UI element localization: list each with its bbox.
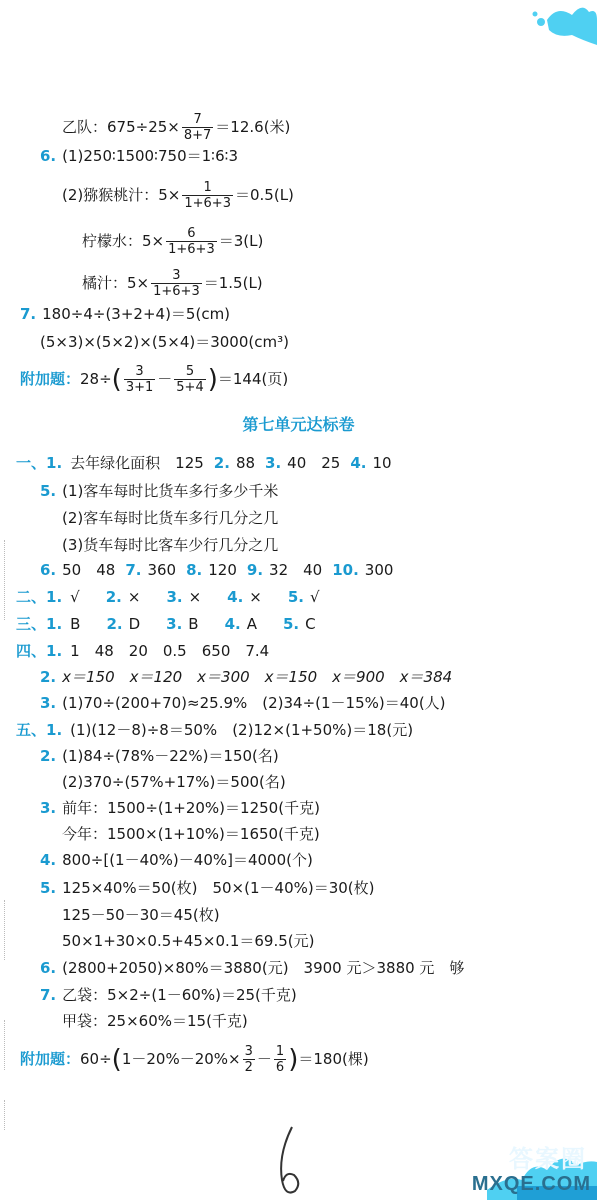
answer-line: 50×1+30×0.5+45×0.1＝69.5(元) xyxy=(62,932,315,950)
bonus-answer: 附加题：28÷( $\frac{3}{3+1}$ － $\frac{5}{5+4}$ )＝144(页) xyxy=(20,364,289,395)
watermark-text: MXQE.COM xyxy=(471,1173,591,1195)
fraction: $\frac{3}{3+1}$ xyxy=(125,364,154,395)
answer-line: 二、1. √ 2. × 3. × 4. × 5. √ xyxy=(16,588,320,606)
answer-line: 7. 乙袋：5×2÷(1－60%)＝25(千克) xyxy=(40,986,297,1004)
answer-line: 一、1. 去年绿化面积 125 2. 88 3. 40 25 4. 10 xyxy=(16,454,392,472)
margin-mark xyxy=(4,900,6,960)
answer-line: 6. 50 48 7. 360 8. 120 9. 32 40 10. 300 xyxy=(40,561,394,579)
answer-line: (5×3)×(5×2)×(5×4)＝3000(cm³) xyxy=(40,333,289,351)
answer-line: 6. (1)250∶1500∶750＝1∶6∶3 xyxy=(40,147,239,165)
answer-line: 5. (1)客车每时比货车多行多少千米 xyxy=(40,482,279,500)
answer-line: 橘汁：5× $\frac{3}{1+6+3}$ ＝1.5(L) xyxy=(82,268,263,299)
answer-line: (2)370÷(57%+17%)＝500(名) xyxy=(62,773,286,791)
answer-line: 6. (2800+2050)×80%＝3880(元) 3900 元＞3880 元 够 xyxy=(40,959,465,977)
answer-line: 2. (1)84÷(78%－22%)＝150(名) xyxy=(40,747,279,765)
bonus-answer: 附加题：60÷(1－20%－20%× $\frac{3}{2}$ － $\frac{1}{6}$ )＝180(棵) xyxy=(20,1044,369,1075)
margin-mark xyxy=(4,540,6,620)
answer-line: 三、1. B 2. D 3. B 4. A 5. C xyxy=(16,615,316,633)
answer-line: 5. 125×40%＝50(枚) 50×(1－40%)＝30(枚) xyxy=(40,879,375,897)
fraction: $\frac{3}{1+6+3}$ xyxy=(153,268,200,299)
section-title: 第七单元达标卷 xyxy=(242,415,355,434)
margin-mark xyxy=(4,1020,6,1070)
answer-line: 柠檬水：5× $\frac{6}{1+6+3}$ ＝3(L) xyxy=(82,226,264,257)
answer-line: (2)猕猴桃汁：5× $\frac{1}{1+6+3}$ ＝0.5(L) xyxy=(62,180,294,211)
answer-line: 五、1. (1)(12－8)÷8＝50% (2)12×(1+50%)＝18(元) xyxy=(16,721,414,739)
answer-line: 今年：1500×(1+10%)＝1650(千克) xyxy=(62,825,320,843)
answer-line: 3. (1)70÷(200+70)≈25.9% (2)34÷(1－15%)＝40(人) xyxy=(40,694,446,712)
fraction: $\frac{6}{1+6+3}$ xyxy=(168,226,215,257)
margin-mark xyxy=(4,1100,6,1130)
fraction: $\frac{7}{8+7}$ xyxy=(183,112,212,143)
watermark-logo: 答案圈 xyxy=(509,1145,587,1173)
answer-line: (3)货车每时比客车少行几分之几 xyxy=(62,536,279,554)
answer-line: 2. x＝150 x＝120 x＝300 x＝150 x＝900 x＝384 xyxy=(40,668,453,686)
fraction: $\frac{5}{5+4}$ xyxy=(176,364,204,395)
answer-line: 乙队：675÷25× $\frac{7}{8+7}$ ＝12.6(米) xyxy=(62,112,291,143)
handwritten-mark-icon xyxy=(270,1125,310,1200)
fraction: $\frac{1}{1+6+3}$ xyxy=(184,180,231,211)
answer-line: 4. 800÷[(1－40%)－40%]＝4000(个) xyxy=(40,851,313,869)
answer-line: 四、1. 1 48 20 0.5 650 7.4 xyxy=(16,642,270,660)
answer-line: 7. 180÷4÷(3+2+4)＝5(cm) xyxy=(20,305,231,323)
answer-line: 甲袋：25×60%＝15(千克) xyxy=(62,1012,248,1030)
fraction: $\frac{1}{6}$ xyxy=(275,1044,285,1075)
answer-line: (2)客车每时比货车多行几分之几 xyxy=(62,509,279,527)
decorative-splash-icon xyxy=(527,0,597,50)
answer-line: 125－50－30＝45(枚) xyxy=(62,906,220,924)
fraction: $\frac{3}{2}$ xyxy=(244,1044,253,1075)
answer-line: 3. 前年：1500÷(1+20%)＝1250(千克) xyxy=(40,799,320,817)
